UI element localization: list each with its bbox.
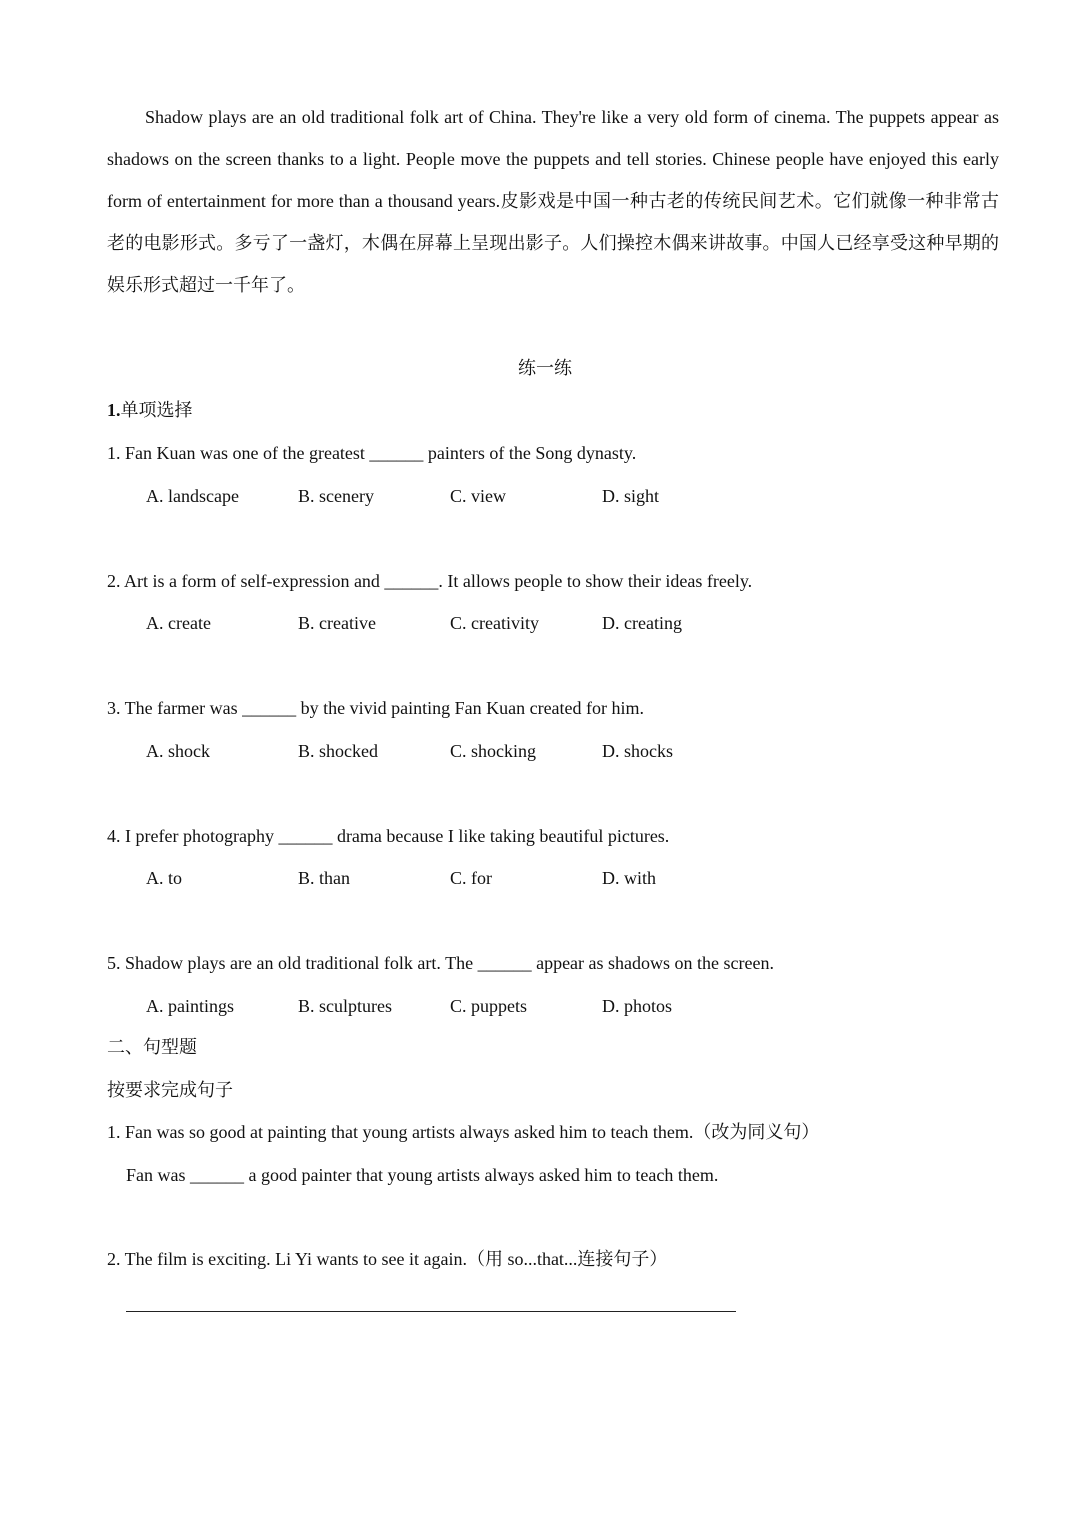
question-5: 5. Shadow plays are an old traditional folk art. The ______ appear as shadows on the screen. bbox=[107, 953, 774, 973]
sentence-item-1: 1. Fan was so good at painting that young artists always asked him to teach them.（改为同义句） bbox=[107, 1122, 820, 1142]
question-5-options bbox=[146, 992, 846, 1020]
option-d: D. sight bbox=[602, 486, 660, 506]
question-2: 2. Art is a form of self-expression and ______. It allows people to show their ideas freely. bbox=[107, 571, 753, 591]
option-a: A. paintings bbox=[146, 996, 234, 1016]
answer-line bbox=[126, 1311, 736, 1312]
intro-paragraph: Shadow plays are an old traditional folk art of China. They're like a very old form of cinema. The puppets appear as shadows on the screen thanks to a light. People move the puppets and tell stories. Chinese people have enjoyed this early form of entertainment for more than a thousand years.皮影戏是中国一种古老的传统民间艺术。它们就像一种非常古老的电影形式。多亏了一盏灯，木偶在屏幕上呈现出影子。人们操控木偶来讲故事。中国人已经享受这种早期的娱乐形式超过一千年了。 bbox=[107, 107, 999, 295]
option-b: B. creative bbox=[298, 613, 376, 633]
practice-title: 练一练 bbox=[518, 358, 572, 378]
option-a: A. shock bbox=[146, 741, 210, 761]
question-4: 4. I prefer photography ______ drama because I like taking beautiful pictures. bbox=[107, 826, 670, 846]
option-b: B. sculptures bbox=[298, 996, 392, 1016]
option-c: C. for bbox=[450, 868, 492, 888]
option-d: D. with bbox=[602, 868, 656, 888]
option-c: C. creativity bbox=[450, 613, 539, 633]
part2-instruction: 按要求完成句子 bbox=[107, 1080, 233, 1100]
option-b: B. shocked bbox=[298, 741, 378, 761]
part1-number: 1. bbox=[107, 400, 121, 420]
part1-heading-label: 单项选择 bbox=[120, 400, 193, 420]
question-3-options bbox=[146, 737, 846, 765]
option-d: D. photos bbox=[602, 996, 673, 1016]
sentence-item-1-answer: Fan was ______ a good painter that young artists always asked him to teach them. bbox=[126, 1165, 719, 1185]
option-b: B. scenery bbox=[298, 486, 374, 506]
option-d: D. creating bbox=[602, 613, 682, 633]
sentence-item-2: 2. The film is exciting. Li Yi wants to see it again.（用 so...that...连接句子） bbox=[107, 1249, 668, 1269]
option-a: A. create bbox=[146, 613, 211, 633]
question-3: 3. The farmer was ______ by the vivid painting Fan Kuan created for him. bbox=[107, 698, 645, 718]
question-4-options bbox=[146, 864, 846, 892]
part2-heading: 二、句型题 bbox=[107, 1037, 197, 1057]
option-b: B. than bbox=[298, 868, 350, 888]
question-2-options bbox=[146, 609, 846, 637]
option-c: C. view bbox=[450, 486, 506, 506]
option-c: C. shocking bbox=[450, 741, 537, 761]
option-a: A. landscape bbox=[146, 486, 239, 506]
option-c: C. puppets bbox=[450, 996, 528, 1016]
question-1: 1. Fan Kuan was one of the greatest ______ painters of the Song dynasty. bbox=[107, 443, 637, 463]
question-1-options bbox=[146, 482, 846, 510]
option-d: D. shocks bbox=[602, 741, 673, 761]
part1-heading bbox=[107, 396, 193, 424]
option-a: A. to bbox=[146, 868, 182, 888]
